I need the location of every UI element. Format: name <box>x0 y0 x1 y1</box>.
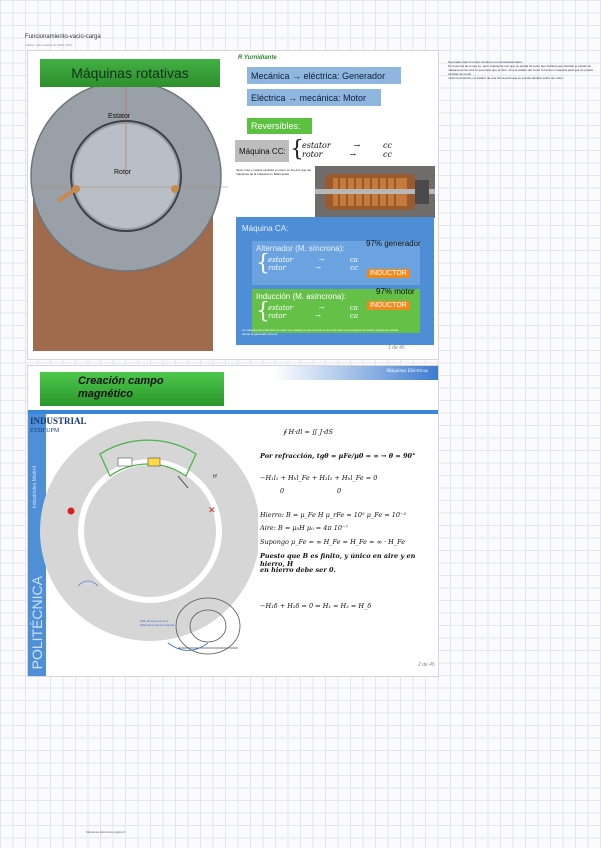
ind-part: estator <box>268 304 294 312</box>
equation-conclusion-2: en hierro debe ser 0. <box>260 566 336 574</box>
h-box2 <box>148 458 160 466</box>
brand-etsii: ETSII UPM <box>30 428 60 434</box>
elec-mech-box: Eléctrica → mecánica: Motor <box>247 89 381 106</box>
slide-page-number: 1 de 45 <box>388 345 405 351</box>
side-note-line: motor funcionará y el estator de una forma para que se pueda cambiar sobre de motor <box>448 76 563 80</box>
cc-type: cc <box>383 141 392 150</box>
ca-label: Máquina CA: <box>242 224 289 233</box>
inductor-badge: INDUCTOR <box>367 301 410 310</box>
alt-arrow: → <box>315 264 321 272</box>
cc-part: rotor <box>302 150 323 159</box>
equation-result: −H₁δ + H₂δ = 0 ⇒ H₁ = H₂ = H_δ <box>260 602 372 610</box>
equation-conclusion-1: Puesto que B es finito, y único en aire y en hierro, H <box>260 552 416 568</box>
stator-label: Estator <box>108 113 131 120</box>
ca-panel <box>236 217 434 345</box>
induction-pct: 97% motor <box>376 287 415 296</box>
induction-rows <box>268 304 358 320</box>
cc-arrow: → <box>349 150 357 159</box>
alt-row <box>268 264 358 272</box>
shaft-right <box>171 185 179 193</box>
slide2-title-line2: magnético <box>78 388 134 400</box>
page-footer: Máquinas Eléctricas página 6 <box>86 830 126 834</box>
ind-part: rotor <box>268 312 286 320</box>
induction-label: Inducción (M. asíncrona): <box>256 292 347 301</box>
inner-iron <box>84 465 216 597</box>
alt-type: ca <box>349 256 358 264</box>
slide2-title-line1: Creación campo <box>78 375 164 387</box>
zero-2: 0 <box>337 487 342 495</box>
slide2-divider <box>28 410 438 414</box>
handwritten-signature: R Yurnidiante <box>238 55 277 61</box>
h-box <box>118 458 132 466</box>
slide1-title: Máquinas rotativas <box>40 59 220 87</box>
current-dot-in <box>68 508 75 515</box>
zero-1: 0 <box>280 487 285 495</box>
rotor-photo <box>315 166 435 218</box>
cc-type: cc <box>383 150 392 159</box>
cc-part: estator <box>302 141 331 150</box>
slide2-page-number: 2 de 45 <box>418 662 435 668</box>
alternator-rows <box>268 256 358 272</box>
slide2-title <box>40 372 224 406</box>
brand-industrial: INDUSTRIAL <box>30 416 87 426</box>
slide-creacion-campo[interactable] <box>27 365 439 677</box>
alt-arrow: → <box>318 256 325 264</box>
handwritten-note: Sólo de largo de la el fallamiento de la máquina <box>140 619 175 627</box>
side-note-line: Se puede usar un motor continuo en una transformador. <box>448 60 523 64</box>
side-notes <box>448 60 598 80</box>
ind-arrow: → <box>318 304 325 312</box>
equation-ampere: ∮ H·dl = ∬ J·dS <box>283 428 333 436</box>
cc-brace: { <box>290 137 304 162</box>
reversible-label: Reversibles: <box>247 118 312 134</box>
induction-brace: { <box>256 299 270 324</box>
alternator-pct: 97% generador <box>366 239 421 248</box>
cc-label: Máquina CC: <box>235 140 289 162</box>
current-cross-out: ✕ <box>208 505 216 515</box>
alternator-brace: { <box>256 251 270 276</box>
alt-row <box>268 256 358 264</box>
slide2-band-text: Máquinas Eléctricas <box>386 369 428 374</box>
vertical-brand-sub: Industriales Madrid <box>32 466 38 509</box>
cc-arrow: → <box>353 141 361 150</box>
equation-loop: −H₁l₁ + Hₕl_Fe + H₂l₂ + Hₕl_Fe = 0 <box>260 474 378 482</box>
ind-type: ca <box>349 312 358 320</box>
side-note-line: Pe tenemos de el uso ex, pero solamente con que se podría de tener que hubiera que cambiar el estator la máquina es de rotor lo que hace que el rotor, si la el estator del motor lo hará en máquina para que se pueda cambiar de modo <box>448 64 593 76</box>
equation-refraction: Por refracción, tgθ = μFe/μ0 = ∞ → θ = 90° <box>260 452 416 460</box>
ca-note: La máquina de inducción no está muy usada ya que el rotor es de inducción no la puedes controlar, solamente puede desde el generador que es <box>242 328 399 336</box>
alt-part: rotor <box>268 264 286 272</box>
ind-row <box>268 304 358 312</box>
alt-type: cc <box>350 264 358 272</box>
mech-elec-box: Mecánica → eléctrica: Generador <box>247 67 401 84</box>
alternator-label: Alternador (M. síncrona): <box>256 244 345 253</box>
h-label: H <box>213 474 217 480</box>
rotor-label: Rotor <box>114 169 132 176</box>
cc-note: Tanto rotor y estator también el motor en los dos que las máquinas de la máquina en fallamentas <box>236 168 311 176</box>
inductor-badge: INDUCTOR <box>367 269 410 278</box>
cc-row <box>302 141 392 150</box>
equation-assumption: Supongo μ_Fe = ∞ H_Fe = H_Fe = ∞ · H_Fe <box>260 538 406 546</box>
machine-illustration <box>28 51 238 359</box>
alt-part: estator <box>268 256 294 264</box>
ind-row <box>268 312 358 320</box>
equation-iron: Hierro: B = μ_Fe H μ_rFe ≈ 10⁵ μ_Fe ≈ 10⁻² <box>260 511 407 519</box>
page-meta: martes, 9 de octubre de 2012 18:57 <box>25 43 73 47</box>
cc-rows <box>302 141 392 159</box>
equation-air: Aire: B = μ₀H μ₀ = 4π 10⁻⁷ <box>260 524 349 532</box>
page-title: Funcionamiento-vacio-carga <box>25 34 101 40</box>
cc-row <box>302 150 392 159</box>
ind-arrow: → <box>314 312 321 320</box>
ind-type: ca <box>349 304 358 312</box>
slide-maquinas-rotativas[interactable] <box>27 50 439 360</box>
vertical-brand-text: POLITÉCNICA <box>29 576 45 670</box>
